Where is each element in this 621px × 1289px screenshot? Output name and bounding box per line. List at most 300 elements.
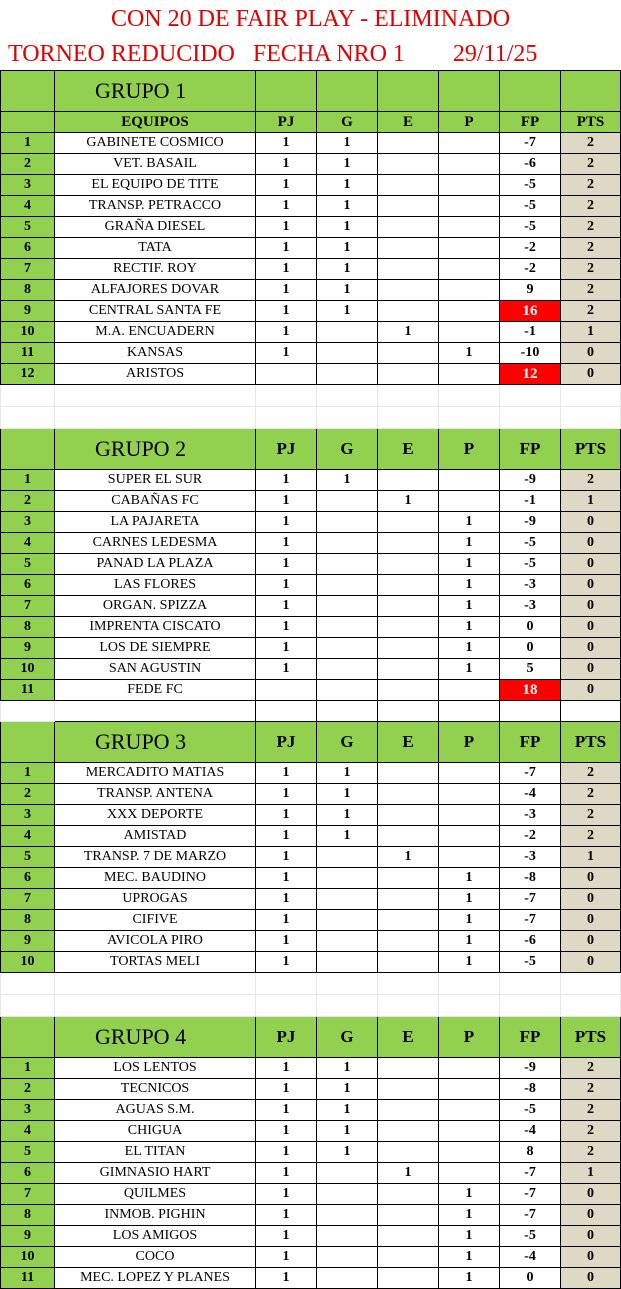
e-cell[interactable] xyxy=(378,301,439,322)
g-cell[interactable]: 1 xyxy=(317,259,378,280)
fp-cell[interactable]: 18 xyxy=(500,680,561,701)
pts-cell[interactable]: 0 xyxy=(561,889,621,910)
position-cell[interactable]: 5 xyxy=(1,554,55,575)
team-name-cell[interactable]: MERCADITO MATIAS xyxy=(55,763,256,784)
pts-cell[interactable]: 2 xyxy=(561,763,621,784)
g-cell[interactable] xyxy=(317,1247,378,1268)
pj-cell[interactable]: 1 xyxy=(256,154,317,175)
team-name-cell[interactable]: FEDE FC xyxy=(55,680,256,701)
team-name-cell[interactable]: CHIGUA xyxy=(55,1121,256,1142)
team-name-cell[interactable]: TRANSP. PETRACCO xyxy=(55,196,256,217)
e-cell[interactable] xyxy=(378,1184,439,1205)
fp-cell[interactable]: -5 xyxy=(500,217,561,238)
g-cell[interactable]: 1 xyxy=(317,133,378,154)
p-cell[interactable] xyxy=(439,196,500,217)
team-name-cell[interactable]: AVICOLA PIRO xyxy=(55,931,256,952)
g-cell[interactable]: 1 xyxy=(317,238,378,259)
empty-cell[interactable] xyxy=(439,385,500,407)
team-name-cell[interactable]: LOS DE SIEMPRE xyxy=(55,638,256,659)
fp-cell[interactable]: -1 xyxy=(500,322,561,343)
team-name-cell[interactable]: LAS FLORES xyxy=(55,575,256,596)
p-cell[interactable] xyxy=(439,805,500,826)
g-cell[interactable] xyxy=(317,680,378,701)
position-cell[interactable]: 8 xyxy=(1,617,55,638)
pj-cell[interactable]: 1 xyxy=(256,259,317,280)
g-cell[interactable] xyxy=(317,659,378,680)
e-cell[interactable] xyxy=(378,217,439,238)
pj-cell[interactable]: 1 xyxy=(256,196,317,217)
empty-cell[interactable] xyxy=(1,973,55,995)
pts-cell[interactable]: 2 xyxy=(561,280,621,301)
team-name-cell[interactable]: TORTAS MELI xyxy=(55,952,256,973)
g-cell[interactable] xyxy=(317,575,378,596)
p-cell[interactable] xyxy=(439,1100,500,1121)
e-cell[interactable] xyxy=(378,175,439,196)
e-cell[interactable] xyxy=(378,1142,439,1163)
g-cell[interactable] xyxy=(317,1226,378,1247)
g-cell[interactable]: 1 xyxy=(317,217,378,238)
g-cell[interactable] xyxy=(317,533,378,554)
p-cell[interactable]: 1 xyxy=(439,910,500,931)
position-cell[interactable]: 2 xyxy=(1,491,55,512)
e-cell[interactable] xyxy=(378,1121,439,1142)
fp-cell[interactable]: 0 xyxy=(500,617,561,638)
pj-cell[interactable]: 1 xyxy=(256,1142,317,1163)
pj-cell[interactable]: 1 xyxy=(256,805,317,826)
g-cell[interactable] xyxy=(317,638,378,659)
p-cell[interactable]: 1 xyxy=(439,617,500,638)
pts-cell[interactable]: 0 xyxy=(561,952,621,973)
pj-cell[interactable]: 1 xyxy=(256,280,317,301)
pj-cell[interactable] xyxy=(256,680,317,701)
fp-cell[interactable]: 0 xyxy=(500,1268,561,1289)
p-cell[interactable]: 1 xyxy=(439,868,500,889)
pts-cell[interactable]: 2 xyxy=(561,217,621,238)
p-cell[interactable]: 1 xyxy=(439,596,500,617)
p-cell[interactable]: 1 xyxy=(439,952,500,973)
fp-cell[interactable]: -7 xyxy=(500,133,561,154)
g-cell[interactable]: 1 xyxy=(317,196,378,217)
e-cell[interactable] xyxy=(378,259,439,280)
pts-cell[interactable]: 2 xyxy=(561,1100,621,1121)
position-cell[interactable]: 4 xyxy=(1,1121,55,1142)
pj-cell[interactable]: 1 xyxy=(256,1247,317,1268)
fp-cell[interactable]: -7 xyxy=(500,910,561,931)
pts-cell[interactable]: 1 xyxy=(561,847,621,868)
fp-cell[interactable]: 9 xyxy=(500,280,561,301)
p-cell[interactable]: 1 xyxy=(439,638,500,659)
pj-cell[interactable]: 1 xyxy=(256,910,317,931)
e-cell[interactable] xyxy=(378,470,439,491)
position-cell[interactable]: 1 xyxy=(1,1058,55,1079)
e-cell[interactable] xyxy=(378,680,439,701)
pj-cell[interactable]: 1 xyxy=(256,533,317,554)
empty-cell[interactable] xyxy=(317,973,378,995)
empty-cell[interactable] xyxy=(561,407,621,429)
pts-cell[interactable]: 0 xyxy=(561,910,621,931)
pj-cell[interactable]: 1 xyxy=(256,1226,317,1247)
position-cell[interactable]: 1 xyxy=(1,763,55,784)
fp-cell[interactable]: -5 xyxy=(500,175,561,196)
pts-cell[interactable]: 0 xyxy=(561,364,621,385)
fp-cell[interactable]: -5 xyxy=(500,1226,561,1247)
fp-cell[interactable]: -8 xyxy=(500,1079,561,1100)
team-name-cell[interactable]: SAN AGUSTIN xyxy=(55,659,256,680)
position-cell[interactable]: 2 xyxy=(1,1079,55,1100)
pj-cell[interactable] xyxy=(256,364,317,385)
empty-cell[interactable] xyxy=(500,407,561,429)
fp-cell[interactable]: -8 xyxy=(500,868,561,889)
p-cell[interactable]: 1 xyxy=(439,343,500,364)
pts-cell[interactable]: 0 xyxy=(561,617,621,638)
e-cell[interactable] xyxy=(378,931,439,952)
g-cell[interactable] xyxy=(317,868,378,889)
fp-cell[interactable]: -5 xyxy=(500,554,561,575)
pts-cell[interactable]: 2 xyxy=(561,784,621,805)
e-cell[interactable] xyxy=(378,196,439,217)
pts-cell[interactable]: 0 xyxy=(561,1247,621,1268)
pj-cell[interactable]: 1 xyxy=(256,659,317,680)
fp-cell[interactable]: -5 xyxy=(500,1100,561,1121)
team-name-cell[interactable]: VET. BASAIL xyxy=(55,154,256,175)
position-cell[interactable]: 10 xyxy=(1,322,55,343)
position-cell[interactable]: 6 xyxy=(1,575,55,596)
team-name-cell[interactable]: CENTRAL SANTA FE xyxy=(55,301,256,322)
e-cell[interactable] xyxy=(378,512,439,533)
team-name-cell[interactable]: XXX DEPORTE xyxy=(55,805,256,826)
position-cell[interactable]: 3 xyxy=(1,805,55,826)
fp-cell[interactable]: -3 xyxy=(500,805,561,826)
pts-cell[interactable]: 2 xyxy=(561,154,621,175)
team-name-cell[interactable]: TRANSP. ANTENA xyxy=(55,784,256,805)
g-cell[interactable] xyxy=(317,1184,378,1205)
p-cell[interactable] xyxy=(439,470,500,491)
team-name-cell[interactable]: KANSAS xyxy=(55,343,256,364)
position-cell[interactable]: 5 xyxy=(1,217,55,238)
team-name-cell[interactable]: AMISTAD xyxy=(55,826,256,847)
pts-cell[interactable]: 0 xyxy=(561,638,621,659)
e-cell[interactable]: 1 xyxy=(378,1163,439,1184)
pj-cell[interactable]: 1 xyxy=(256,301,317,322)
position-cell[interactable]: 3 xyxy=(1,175,55,196)
position-cell[interactable]: 9 xyxy=(1,301,55,322)
g-cell[interactable]: 1 xyxy=(317,280,378,301)
e-cell[interactable] xyxy=(378,533,439,554)
e-cell[interactable] xyxy=(378,596,439,617)
p-cell[interactable] xyxy=(439,491,500,512)
p-cell[interactable] xyxy=(439,133,500,154)
p-cell[interactable] xyxy=(439,1163,500,1184)
p-cell[interactable] xyxy=(439,280,500,301)
fp-cell[interactable]: -1 xyxy=(500,491,561,512)
p-cell[interactable] xyxy=(439,259,500,280)
team-name-cell[interactable]: UPROGAS xyxy=(55,889,256,910)
pj-cell[interactable]: 1 xyxy=(256,554,317,575)
fp-cell[interactable]: -7 xyxy=(500,763,561,784)
empty-cell[interactable] xyxy=(439,973,500,995)
g-cell[interactable] xyxy=(317,952,378,973)
pj-cell[interactable]: 1 xyxy=(256,784,317,805)
empty-cell[interactable] xyxy=(500,995,561,1017)
team-name-cell[interactable]: CARNES LEDESMA xyxy=(55,533,256,554)
e-cell[interactable] xyxy=(378,952,439,973)
empty-cell[interactable] xyxy=(378,701,439,722)
position-cell[interactable]: 9 xyxy=(1,931,55,952)
pj-cell[interactable]: 1 xyxy=(256,217,317,238)
team-name-cell[interactable]: INMOB. PIGHIN xyxy=(55,1205,256,1226)
fp-cell[interactable]: 8 xyxy=(500,1142,561,1163)
e-cell[interactable] xyxy=(378,1226,439,1247)
e-cell[interactable] xyxy=(378,1205,439,1226)
e-cell[interactable] xyxy=(378,575,439,596)
team-name-cell[interactable]: ALFAJORES DOVAR xyxy=(55,280,256,301)
fp-cell[interactable]: -3 xyxy=(500,847,561,868)
position-cell[interactable]: 11 xyxy=(1,343,55,364)
e-cell[interactable] xyxy=(378,763,439,784)
pts-cell[interactable]: 0 xyxy=(561,680,621,701)
empty-cell[interactable] xyxy=(55,385,256,407)
pj-cell[interactable]: 1 xyxy=(256,133,317,154)
empty-cell[interactable] xyxy=(1,701,55,722)
pts-cell[interactable]: 2 xyxy=(561,826,621,847)
team-name-cell[interactable]: MEC. BAUDINO xyxy=(55,868,256,889)
empty-cell[interactable] xyxy=(256,407,317,429)
pj-cell[interactable]: 1 xyxy=(256,470,317,491)
pj-cell[interactable]: 1 xyxy=(256,491,317,512)
e-cell[interactable] xyxy=(378,280,439,301)
fp-cell[interactable]: -2 xyxy=(500,238,561,259)
pj-cell[interactable]: 1 xyxy=(256,952,317,973)
pj-cell[interactable]: 1 xyxy=(256,596,317,617)
team-name-cell[interactable]: GABINETE COSMICO xyxy=(55,133,256,154)
g-cell[interactable]: 1 xyxy=(317,1079,378,1100)
fp-cell[interactable]: -9 xyxy=(500,512,561,533)
p-cell[interactable]: 1 xyxy=(439,554,500,575)
e-cell[interactable] xyxy=(378,805,439,826)
p-cell[interactable] xyxy=(439,680,500,701)
position-cell[interactable]: 10 xyxy=(1,952,55,973)
fp-cell[interactable]: -2 xyxy=(500,259,561,280)
p-cell[interactable] xyxy=(439,784,500,805)
pj-cell[interactable]: 1 xyxy=(256,512,317,533)
e-cell[interactable] xyxy=(378,617,439,638)
position-cell[interactable]: 7 xyxy=(1,596,55,617)
e-cell[interactable] xyxy=(378,238,439,259)
pts-cell[interactable]: 0 xyxy=(561,1268,621,1289)
g-cell[interactable]: 1 xyxy=(317,175,378,196)
g-cell[interactable] xyxy=(317,847,378,868)
e-cell[interactable] xyxy=(378,154,439,175)
p-cell[interactable] xyxy=(439,1058,500,1079)
pts-cell[interactable]: 0 xyxy=(561,343,621,364)
fp-cell[interactable]: -7 xyxy=(500,1205,561,1226)
fp-cell[interactable]: -5 xyxy=(500,533,561,554)
pts-cell[interactable]: 2 xyxy=(561,805,621,826)
pts-cell[interactable]: 0 xyxy=(561,1205,621,1226)
pj-cell[interactable]: 1 xyxy=(256,868,317,889)
p-cell[interactable] xyxy=(439,175,500,196)
position-cell[interactable]: 11 xyxy=(1,680,55,701)
empty-cell[interactable] xyxy=(561,385,621,407)
pj-cell[interactable]: 1 xyxy=(256,1163,317,1184)
team-name-cell[interactable]: EL EQUIPO DE TITE xyxy=(55,175,256,196)
empty-cell[interactable] xyxy=(317,701,378,722)
position-cell[interactable]: 10 xyxy=(1,1247,55,1268)
pj-cell[interactable]: 1 xyxy=(256,826,317,847)
g-cell[interactable] xyxy=(317,364,378,385)
p-cell[interactable] xyxy=(439,826,500,847)
fp-cell[interactable]: -2 xyxy=(500,826,561,847)
fp-cell[interactable]: 0 xyxy=(500,638,561,659)
fp-cell[interactable]: -5 xyxy=(500,952,561,973)
team-name-cell[interactable]: TATA xyxy=(55,238,256,259)
empty-cell[interactable] xyxy=(317,995,378,1017)
g-cell[interactable] xyxy=(317,512,378,533)
g-cell[interactable] xyxy=(317,554,378,575)
position-cell[interactable]: 6 xyxy=(1,238,55,259)
position-cell[interactable]: 1 xyxy=(1,470,55,491)
position-cell[interactable]: 12 xyxy=(1,364,55,385)
fp-cell[interactable]: -7 xyxy=(500,1163,561,1184)
fp-cell[interactable]: 5 xyxy=(500,659,561,680)
team-name-cell[interactable]: MEC. LOPEZ Y PLANES xyxy=(55,1268,256,1289)
fp-cell[interactable]: -3 xyxy=(500,596,561,617)
empty-cell[interactable] xyxy=(55,973,256,995)
pts-cell[interactable]: 0 xyxy=(561,1184,621,1205)
g-cell[interactable] xyxy=(317,343,378,364)
pts-cell[interactable]: 0 xyxy=(561,868,621,889)
fp-cell[interactable]: -6 xyxy=(500,154,561,175)
empty-cell[interactable] xyxy=(378,407,439,429)
p-cell[interactable]: 1 xyxy=(439,1268,500,1289)
e-cell[interactable] xyxy=(378,364,439,385)
p-cell[interactable]: 1 xyxy=(439,575,500,596)
pj-cell[interactable]: 1 xyxy=(256,1121,317,1142)
empty-cell[interactable] xyxy=(317,407,378,429)
position-cell[interactable]: 4 xyxy=(1,196,55,217)
empty-cell[interactable] xyxy=(55,407,256,429)
position-cell[interactable]: 3 xyxy=(1,1100,55,1121)
team-name-cell[interactable]: LA PAJARETA xyxy=(55,512,256,533)
g-cell[interactable] xyxy=(317,596,378,617)
p-cell[interactable]: 1 xyxy=(439,931,500,952)
team-name-cell[interactable]: ARISTOS xyxy=(55,364,256,385)
g-cell[interactable] xyxy=(317,931,378,952)
position-cell[interactable]: 5 xyxy=(1,847,55,868)
fp-cell[interactable]: -4 xyxy=(500,1121,561,1142)
pts-cell[interactable]: 2 xyxy=(561,1121,621,1142)
empty-cell[interactable] xyxy=(256,995,317,1017)
p-cell[interactable]: 1 xyxy=(439,889,500,910)
p-cell[interactable] xyxy=(439,238,500,259)
p-cell[interactable] xyxy=(439,217,500,238)
position-cell[interactable]: 2 xyxy=(1,154,55,175)
position-cell[interactable]: 8 xyxy=(1,280,55,301)
fp-cell[interactable]: -5 xyxy=(500,196,561,217)
team-name-cell[interactable]: QUILMES xyxy=(55,1184,256,1205)
g-cell[interactable] xyxy=(317,491,378,512)
p-cell[interactable] xyxy=(439,154,500,175)
pj-cell[interactable]: 1 xyxy=(256,322,317,343)
p-cell[interactable] xyxy=(439,763,500,784)
p-cell[interactable] xyxy=(439,1142,500,1163)
p-cell[interactable]: 1 xyxy=(439,1247,500,1268)
team-name-cell[interactable]: GIMNASIO HART xyxy=(55,1163,256,1184)
team-name-cell[interactable]: SUPER EL SUR xyxy=(55,470,256,491)
pts-cell[interactable]: 2 xyxy=(561,196,621,217)
g-cell[interactable]: 1 xyxy=(317,1121,378,1142)
team-name-cell[interactable]: LOS AMIGOS xyxy=(55,1226,256,1247)
pts-cell[interactable]: 1 xyxy=(561,1163,621,1184)
empty-cell[interactable] xyxy=(378,995,439,1017)
empty-cell[interactable] xyxy=(317,385,378,407)
position-cell[interactable]: 9 xyxy=(1,1226,55,1247)
g-cell[interactable]: 1 xyxy=(317,1100,378,1121)
e-cell[interactable] xyxy=(378,1268,439,1289)
position-cell[interactable]: 4 xyxy=(1,826,55,847)
pts-cell[interactable]: 2 xyxy=(561,1079,621,1100)
pts-cell[interactable]: 1 xyxy=(561,322,621,343)
pj-cell[interactable]: 1 xyxy=(256,1079,317,1100)
team-name-cell[interactable]: CABAÑAS FC xyxy=(55,491,256,512)
p-cell[interactable]: 1 xyxy=(439,512,500,533)
team-name-cell[interactable]: ORGAN. SPIZZA xyxy=(55,596,256,617)
team-name-cell[interactable]: LOS LENTOS xyxy=(55,1058,256,1079)
empty-cell[interactable] xyxy=(1,995,55,1017)
pj-cell[interactable]: 1 xyxy=(256,847,317,868)
empty-cell[interactable] xyxy=(256,385,317,407)
e-cell[interactable] xyxy=(378,826,439,847)
position-cell[interactable]: 10 xyxy=(1,659,55,680)
g-cell[interactable]: 1 xyxy=(317,763,378,784)
team-name-cell[interactable]: PANAD LA PLAZA xyxy=(55,554,256,575)
position-cell[interactable]: 9 xyxy=(1,638,55,659)
empty-cell[interactable] xyxy=(439,701,500,722)
p-cell[interactable]: 1 xyxy=(439,1184,500,1205)
fp-cell[interactable]: -10 xyxy=(500,343,561,364)
empty-cell[interactable] xyxy=(561,701,621,722)
fp-cell[interactable]: -3 xyxy=(500,575,561,596)
position-cell[interactable]: 7 xyxy=(1,889,55,910)
empty-cell[interactable] xyxy=(500,973,561,995)
pts-cell[interactable]: 2 xyxy=(561,1058,621,1079)
position-cell[interactable]: 8 xyxy=(1,1205,55,1226)
pj-cell[interactable]: 1 xyxy=(256,1184,317,1205)
g-cell[interactable]: 1 xyxy=(317,805,378,826)
pts-cell[interactable]: 2 xyxy=(561,133,621,154)
g-cell[interactable] xyxy=(317,1268,378,1289)
pj-cell[interactable]: 1 xyxy=(256,638,317,659)
empty-cell[interactable] xyxy=(439,407,500,429)
pj-cell[interactable]: 1 xyxy=(256,1100,317,1121)
empty-cell[interactable] xyxy=(1,407,55,429)
p-cell[interactable] xyxy=(439,322,500,343)
team-name-cell[interactable]: IMPRENTA CISCATO xyxy=(55,617,256,638)
position-cell[interactable]: 5 xyxy=(1,1142,55,1163)
p-cell[interactable] xyxy=(439,301,500,322)
team-name-cell[interactable]: GRAÑA DIESEL xyxy=(55,217,256,238)
pts-cell[interactable]: 0 xyxy=(561,554,621,575)
p-cell[interactable]: 1 xyxy=(439,1226,500,1247)
e-cell[interactable] xyxy=(378,343,439,364)
p-cell[interactable]: 1 xyxy=(439,533,500,554)
g-cell[interactable] xyxy=(317,322,378,343)
fp-cell[interactable]: 16 xyxy=(500,301,561,322)
pj-cell[interactable]: 1 xyxy=(256,575,317,596)
empty-cell[interactable] xyxy=(561,995,621,1017)
g-cell[interactable] xyxy=(317,889,378,910)
position-cell[interactable]: 7 xyxy=(1,1184,55,1205)
